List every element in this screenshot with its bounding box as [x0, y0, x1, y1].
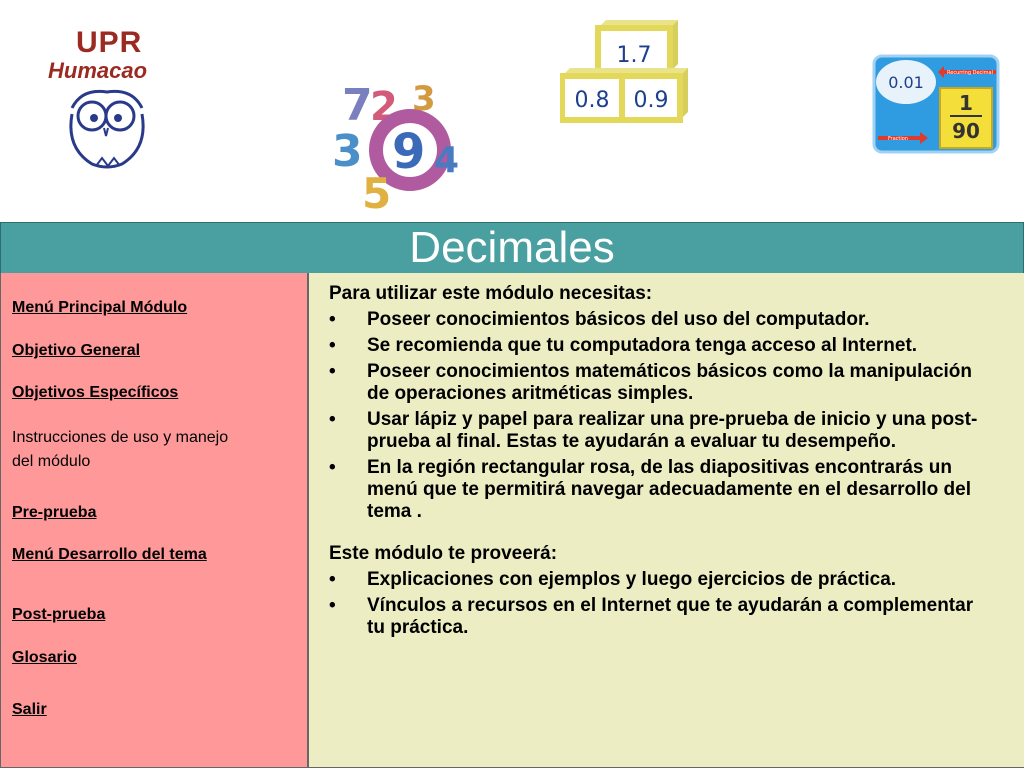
svg-text:Fraction: Fraction [888, 136, 908, 142]
svg-text:2: 2 [370, 84, 398, 130]
list-item [329, 335, 979, 357]
nav-link-glosario[interactable]: Glosario [12, 649, 77, 666]
nav-instrucciones-line1: Instrucciones de uso y manejo [12, 429, 229, 446]
svg-text:9: 9 [392, 124, 426, 180]
logo-upr-text: UPR [76, 26, 143, 59]
nav-link-menu-desarrollo[interactable]: Menú Desarrollo del tema [12, 546, 207, 563]
content-text [329, 283, 979, 639]
content-panel [307, 273, 1024, 768]
list-item-text: Vínculos a recursos en el Internet que te ayudarán a complementar tu práctica. [367, 595, 974, 638]
nav-link-post-prueba[interactable]: Post-prueba [12, 606, 106, 623]
list-item-text: Explicaciones con ejemplos y luego ejercicios de práctica. [367, 569, 897, 590]
decimal-blocks-image [560, 16, 700, 126]
svg-text:0.9: 0.9 [633, 88, 669, 113]
nav-link-pre-prueba[interactable]: Pre-prueba [12, 504, 97, 521]
nav-link-objetivos-especificos[interactable]: Objetivos Específicos [12, 384, 179, 401]
intro-text-2: Este módulo te proveerá: [329, 543, 558, 564]
nav-link-salir[interactable]: Salir [12, 701, 47, 718]
benefits-list [329, 569, 979, 639]
svg-text:Recurring Decimal: Recurring Decimal [947, 70, 993, 76]
list-item-text: En la región rectangular rosa, de las diapositivas encontrarás un menú que te permitirá navegar adecuadamente en el desarrollo del tema . [367, 457, 971, 522]
list-item-text: Se recomienda que tu computadora tenga acceso al Internet. [367, 335, 918, 356]
intro-text: Para utilizar este módulo necesitas: [329, 283, 653, 304]
nav-instrucciones-line2: del módulo [12, 453, 91, 470]
recurring-decimal-fraction-image [872, 54, 1002, 154]
svg-text:0.8: 0.8 [574, 88, 610, 113]
list-item [329, 569, 979, 591]
list-item-text: Poseer conocimientos matemáticos básicos como la manipulación de operaciones aritméticas simples. [367, 361, 973, 404]
logo-humacao-text: Humacao [48, 58, 148, 83]
list-item [329, 309, 979, 331]
nav-link-objetivo-general[interactable]: Objetivo General [12, 342, 141, 359]
list-item [329, 595, 979, 639]
colorful-numbers-image [328, 80, 468, 215]
bullet-icon: • [329, 309, 336, 330]
svg-text:1: 1 [959, 91, 973, 115]
requirements-list [329, 309, 979, 523]
upr-humacao-logo [44, 22, 184, 172]
svg-text:3: 3 [332, 126, 363, 177]
sidebar-menu [0, 273, 308, 768]
svg-text:3: 3 [412, 80, 436, 119]
list-item [329, 409, 979, 453]
svg-text:90: 90 [952, 119, 980, 143]
page-title: Decimales [409, 223, 615, 272]
title-bar [0, 222, 1024, 274]
svg-text:7: 7 [342, 80, 373, 131]
svg-text:0.01: 0.01 [888, 73, 924, 92]
owl-icon [62, 78, 152, 172]
list-item-text: Usar lápiz y papel para realizar una pre-prueba de inicio y una post-prueba al final. Estas te ayudarán a evaluar tu desempeño. [367, 409, 978, 452]
bullet-icon: • [329, 335, 336, 356]
bullet-icon: • [329, 361, 336, 382]
svg-text:4: 4 [434, 140, 460, 181]
svg-text:5: 5 [362, 169, 392, 215]
spacer [329, 523, 979, 543]
nav-link-menu-principal[interactable]: Menú Principal Módulo [12, 299, 188, 316]
bullet-icon: • [329, 457, 336, 478]
list-item-text: Poseer conocimientos básicos del uso del computador. [367, 309, 870, 330]
nav-link-instrucciones[interactable] [12, 426, 228, 474]
svg-text:1.7: 1.7 [616, 43, 652, 68]
header-banner [0, 0, 1024, 222]
list-item [329, 457, 979, 523]
list-item [329, 361, 979, 405]
bullet-icon: • [329, 595, 336, 616]
bullet-icon: • [329, 409, 336, 430]
bullet-icon: • [329, 569, 336, 590]
